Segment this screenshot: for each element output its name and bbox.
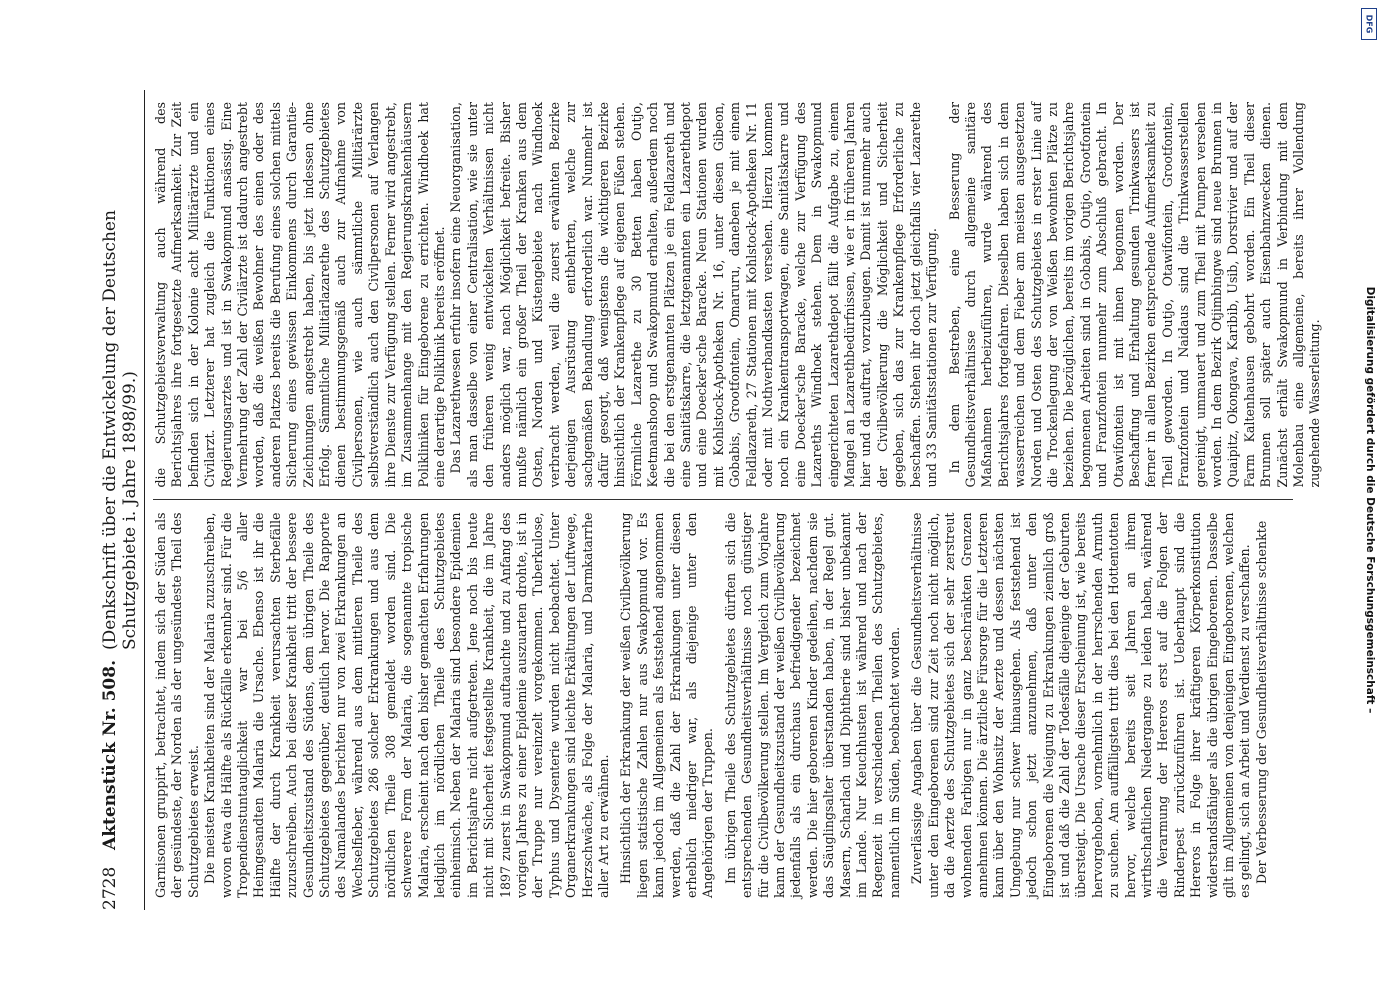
scanned-page: [72, 50, 1322, 950]
document-number: Aktenstück Nr. 508.: [99, 659, 120, 850]
paragraph: die Schutzgebietsverwaltung auch während des Berichtsjahres ihre fortgesetzte Aufmerksamkeit. Zur Zeit befinden sich in der Kolonie acht Militärärzte und ein Civilarzt. Letzterer hat zugleich die Funktionen eines Regierungsarztes und ist in Swakopmund ansässig. Eine Vermehrung der Zahl der Civilärzte ist dadurch angestrebt worden, daß die weißen Bewohner des einen oder des anderen Platzes bereits die Berufung eines solchen mittels Sicherung eines gewissen Einkommens durch Garantie-Zeichnungen angestrebt haben, bis jetzt indessen ohne Erfolg. Sämmtliche Militärlazarethe des Schutzgebietes dienen bestimmungsgemäß auch zur Aufnahme von Civilpersonen, wie auch sämmtliche Militärärzte selbstverständlich auch den Civilpersonen auf Verlangen ihre Dienste zur Verfügung stellen. Ferner wird angestrebt, im Zusammenhange mit den Regierungskrankenhäusern Polikliniken für Eingeborene zu errichten. Windhoek hat eine derartige Poliklinik bereits eröffnet.: [152, 102, 447, 488]
left-column: [153, 501, 1293, 911]
page-header: [100, 90, 145, 910]
digitization-credit: Digitalisierung gefördert durch die Deutsche Forschungsgemeinschaft –: [1364, 286, 1376, 714]
right-column: [152, 90, 1322, 501]
text-columns: [152, 90, 1322, 910]
paragraph: Garnisonen gruppirt, betrachtet, indem sich der Süden als der gesündeste, der Norden als der ungesündeste Theil des Schutzgebietes erweist.: [152, 512, 201, 898]
page-title: (Denkschrift über die Entwickelung der Deutschen Schutzgebiete i. Jahre 1898/99.): [99, 210, 140, 650]
dfg-logo-text: DFG: [1364, 14, 1374, 34]
paragraph: Das Lazarethwesen erfuhr insofern eine Neuorganisation, als man dasselbe von einer Centralisation, wie sie unter den früheren wenig entwickelten Verhältnissen nicht anders möglich war, nach Möglichkeit befreite. Bisher mußte nämlich ein großer Theil der Kranken aus dem Osten, Norden und Küstengebiete nach Windhoek verbracht werden, weil die zuerst erwähnten Bezirke derjenigen Ausrüstung entbehrten, welche zur sachgemäßen Behandlung erforderlich war. Nunmehr ist dafür gesorgt, daß wenigstens die wichtigeren Bezirke hinsichtlich der Krankenpflege auf eigenen Füßen stehen. Förmliche Lazarethe zu 30 Betten haben Outjo, Keetmanshoop und Swakopmund erhalten, außerdem noch die bei den erstgenannten Plätzen je ein Feldlazareth und eine Sanitätskarre, die letztgenannten ein Lazarethdepot und eine Doecker'sche Baracke. Neun Stationen wurden mit Kohlstock-Apotheken Nr. 16, unter diesen Gibeon, Gobabis, Grootfontein, Omaruru, daneben je mit einem Feldlazareth, 27 Stationen mit Kohlstock-Apotheken Nr. 11 oder mit Nothverbandkasten versehen. Hierzu kommen noch ein Krankentransportwagen, eine Sanitätskarre und eine Doecker'sche Baracke, welche zur Verfügung des Lazareths Windhoek stehen. Dem in Swakopmund eingerichteten Lazarethdepot fällt die Aufgabe zu, einem Mangel an Lazarethbedürfnissen, wie er in früheren Jahren hier und da auftrat, vorzubeugen. Damit ist nunmehr auch der Civilbevölkerung die Möglichkeit und Sicherheit gegeben, sich das zur Krankenpflege Erforderliche zu beschaffen. Stehen ihr doch jetzt gleichfalls vier Lazarethe und 33 Sanitätsstationen zur Verfügung.: [447, 101, 939, 488]
page-number: 2728: [99, 866, 120, 910]
paragraph: Hinsichtlich der Erkrankung der weißen Civilbevölkerung liegen statistische Zahlen nur aus Swakopmund vor. Es kann jedoch im Allgemeinen als feststehend angenommen werden, daß die Zahl der Erkrankungen unter diesen erheblich niedriger war, als diejenige unter den Angehörigen der Truppen.: [617, 512, 715, 898]
paragraph: In dem Bestreben, eine Besserung der Gesundheitsverhältnisse durch allgemeine sanitäre Maßnahmen herbeizuführen, wurde während des Berichtsjahres fortgefahren. Dieselben haben sich in dem wasserreichen und dem Fieber am meisten ausgesetzten Norden und Osten des Schutzgebietes in erster Linie auf die Trockenlegung der von Weißen bewohnten Plätze zu beziehen. Die bezüglichen, bereits im vorigen Berichtsjahre begonnenen Arbeiten sind in Gobabis, Outjo, Grootfontein und Franzfontein nunmehr zum Abschluß gebracht. In Otawifontein ist mit ihnen begonnen worden. Der Beschaffung und Erhaltung gesunden Trinkwassers ist ferner in allen Bezirken entsprechende Aufmerksamkeit zu Theil geworden. In Outjo, Otawifontein, Grootfontein, Franzfontein und Naidaus sind die Trinkwasserstellen gereinigt, ummauert und zum Theil mit Pumpen versehen worden. In dem Bezirk Otjimbingwe sind neue Brunnen in Quaipitz, Okongava, Karibib, Usib, Dorstrivier und auf der Farm Kaltenhausen gebohrt worden. Ein Theil dieser Brunnen soll später auch Eisenbahnzwecken dienen. Zunächst erhält Swakopmund in Verbindung mit dem Molenbau eine allgemeine, bereits ihrer Vollendung zugehende Wasserleitung.: [946, 102, 1322, 488]
paragraph: Im übrigen Theile des Schutzgebietes dürften sich die entsprechenden Gesundheitsverhältnisse noch günstiger für die Civilbevölkerung stellen. Im Vergleich zum Vorjahre kann der Gesundheitszustand der weißen Civilbevölkerung jedenfalls als ein durchaus befriedigender bezeichnet werden. Die hier geborenen Kinder gedeihen, nachdem sie das Säuglingsalter überstanden haben, in der Regel gut. Masern, Scharlach und Diphtherie sind bisher unbekannt im Lande. Nur Keuchhusten ist während und nach der Regenzeit in verschiedenen Theilen des Schutzgebietes, namentlich im Süden, beobachtet worden.: [722, 512, 902, 898]
paragraph: Zuverlässige Angaben über die Gesundheitsverhältnisse unter den Eingeborenen sind zur Zeit noch nicht möglich, da die Aerzte des Schutzgebietes sich der sehr zerstreut wohnenden Farbigen nur in ganz beschränkten Grenzen annehmen können. Die ärztliche Fürsorge für die Letzteren kann über den Wohnsitz der Aerzte und dessen nächsten Umgebung nur schwer hinausgehen. Als feststehend ist jedoch schon jetzt anzunehmen, daß unter den Eingeborenen die Neigung zu Erkrankungen ziemlich groß ist und daß die Zahl der Todesfälle diejenige der Geburten übersteigt. Die Ursache dieser Erscheinung ist, wie bereits hervorgehoben, vornehmlich in der herrschenden Armuth zu suchen. Am auffälligsten tritt dies bei den Hottentotten hervor, welche bereits seit Jahren an ihrem wirthschaftlichen Niedergange zu leiden haben, während die Verarmung der Hereros erst auf die Folgen der Rinderpest zurückzuführen ist. Ueberhaupt sind die Hereros in Folge ihrer kräftigeren Körperkonstitution widerstandsfähiger als die übrigen Eingeborenen. Dasselbe gilt im Allgemeinen von denjenigen Eingeborenen, welchen es gelingt, sich an Arbeit und Verdienst zu verschaffen.: [908, 512, 1252, 898]
dfg-logo: [1361, 8, 1377, 40]
paragraph: Die meisten Krankheiten sind der Malaria zuzuschreiben, wovon etwa die Hälfte als Rückfälle erkennbar sind. Für die Tropendienstuntauglichkeit war bei 5/6 aller Heimgesandten Malaria die Ursache. Ebenso ist ihr die Hälfte der durch Krankheit verursachten Sterbefälle zuzuschreiben. Auch bei dieser Krankheit tritt der bessere Gesundheitszustand des Südens, dem übrigen Theile des Schutzgebietes gegenüber, deutlich hervor. Die Rapporte des Namalandes berichten nur von zwei Erkrankungen an Wechselfieber, während aus dem mittleren Theile des Schutzgebietes 286 solcher Erkrankungen und aus dem nördlichen Theile 308 gemeldet worden sind. Die schwerere Form der Malaria, die sogenannte tropische Malaria, erscheint nach den bisher gemachten Erfahrungen lediglich im nördlichen Theile des Schutzgebietes einheimisch. Neben der Malaria sind besondere Epidemien im Berichtsjahre nicht aufgetreten. Jene noch bis heute nicht mit Sicherheit festgestellte Krankheit, die im Jahre 1897 zuerst in Swakopmund auftauchte und zu Anfang des vorigen Jahres zu einer Epidemie auszuarten drohte, ist in der Truppe nur vereinzelt vorgekommen. Tuberkulose, Typhus und Dysenterie wurden nicht beobachtet. Unter Organerkrankungen sind leichte Erkältungen der Luftwege, Herzschwäche, als Folge der Malaria, und Darmkatarrhe aller Art zu erwähnen.: [201, 512, 611, 898]
digitization-credit-bar: [1359, 8, 1381, 992]
paragraph: Der Verbesserung der Gesundheitsverhältnisse schenkte: [1253, 520, 1269, 884]
